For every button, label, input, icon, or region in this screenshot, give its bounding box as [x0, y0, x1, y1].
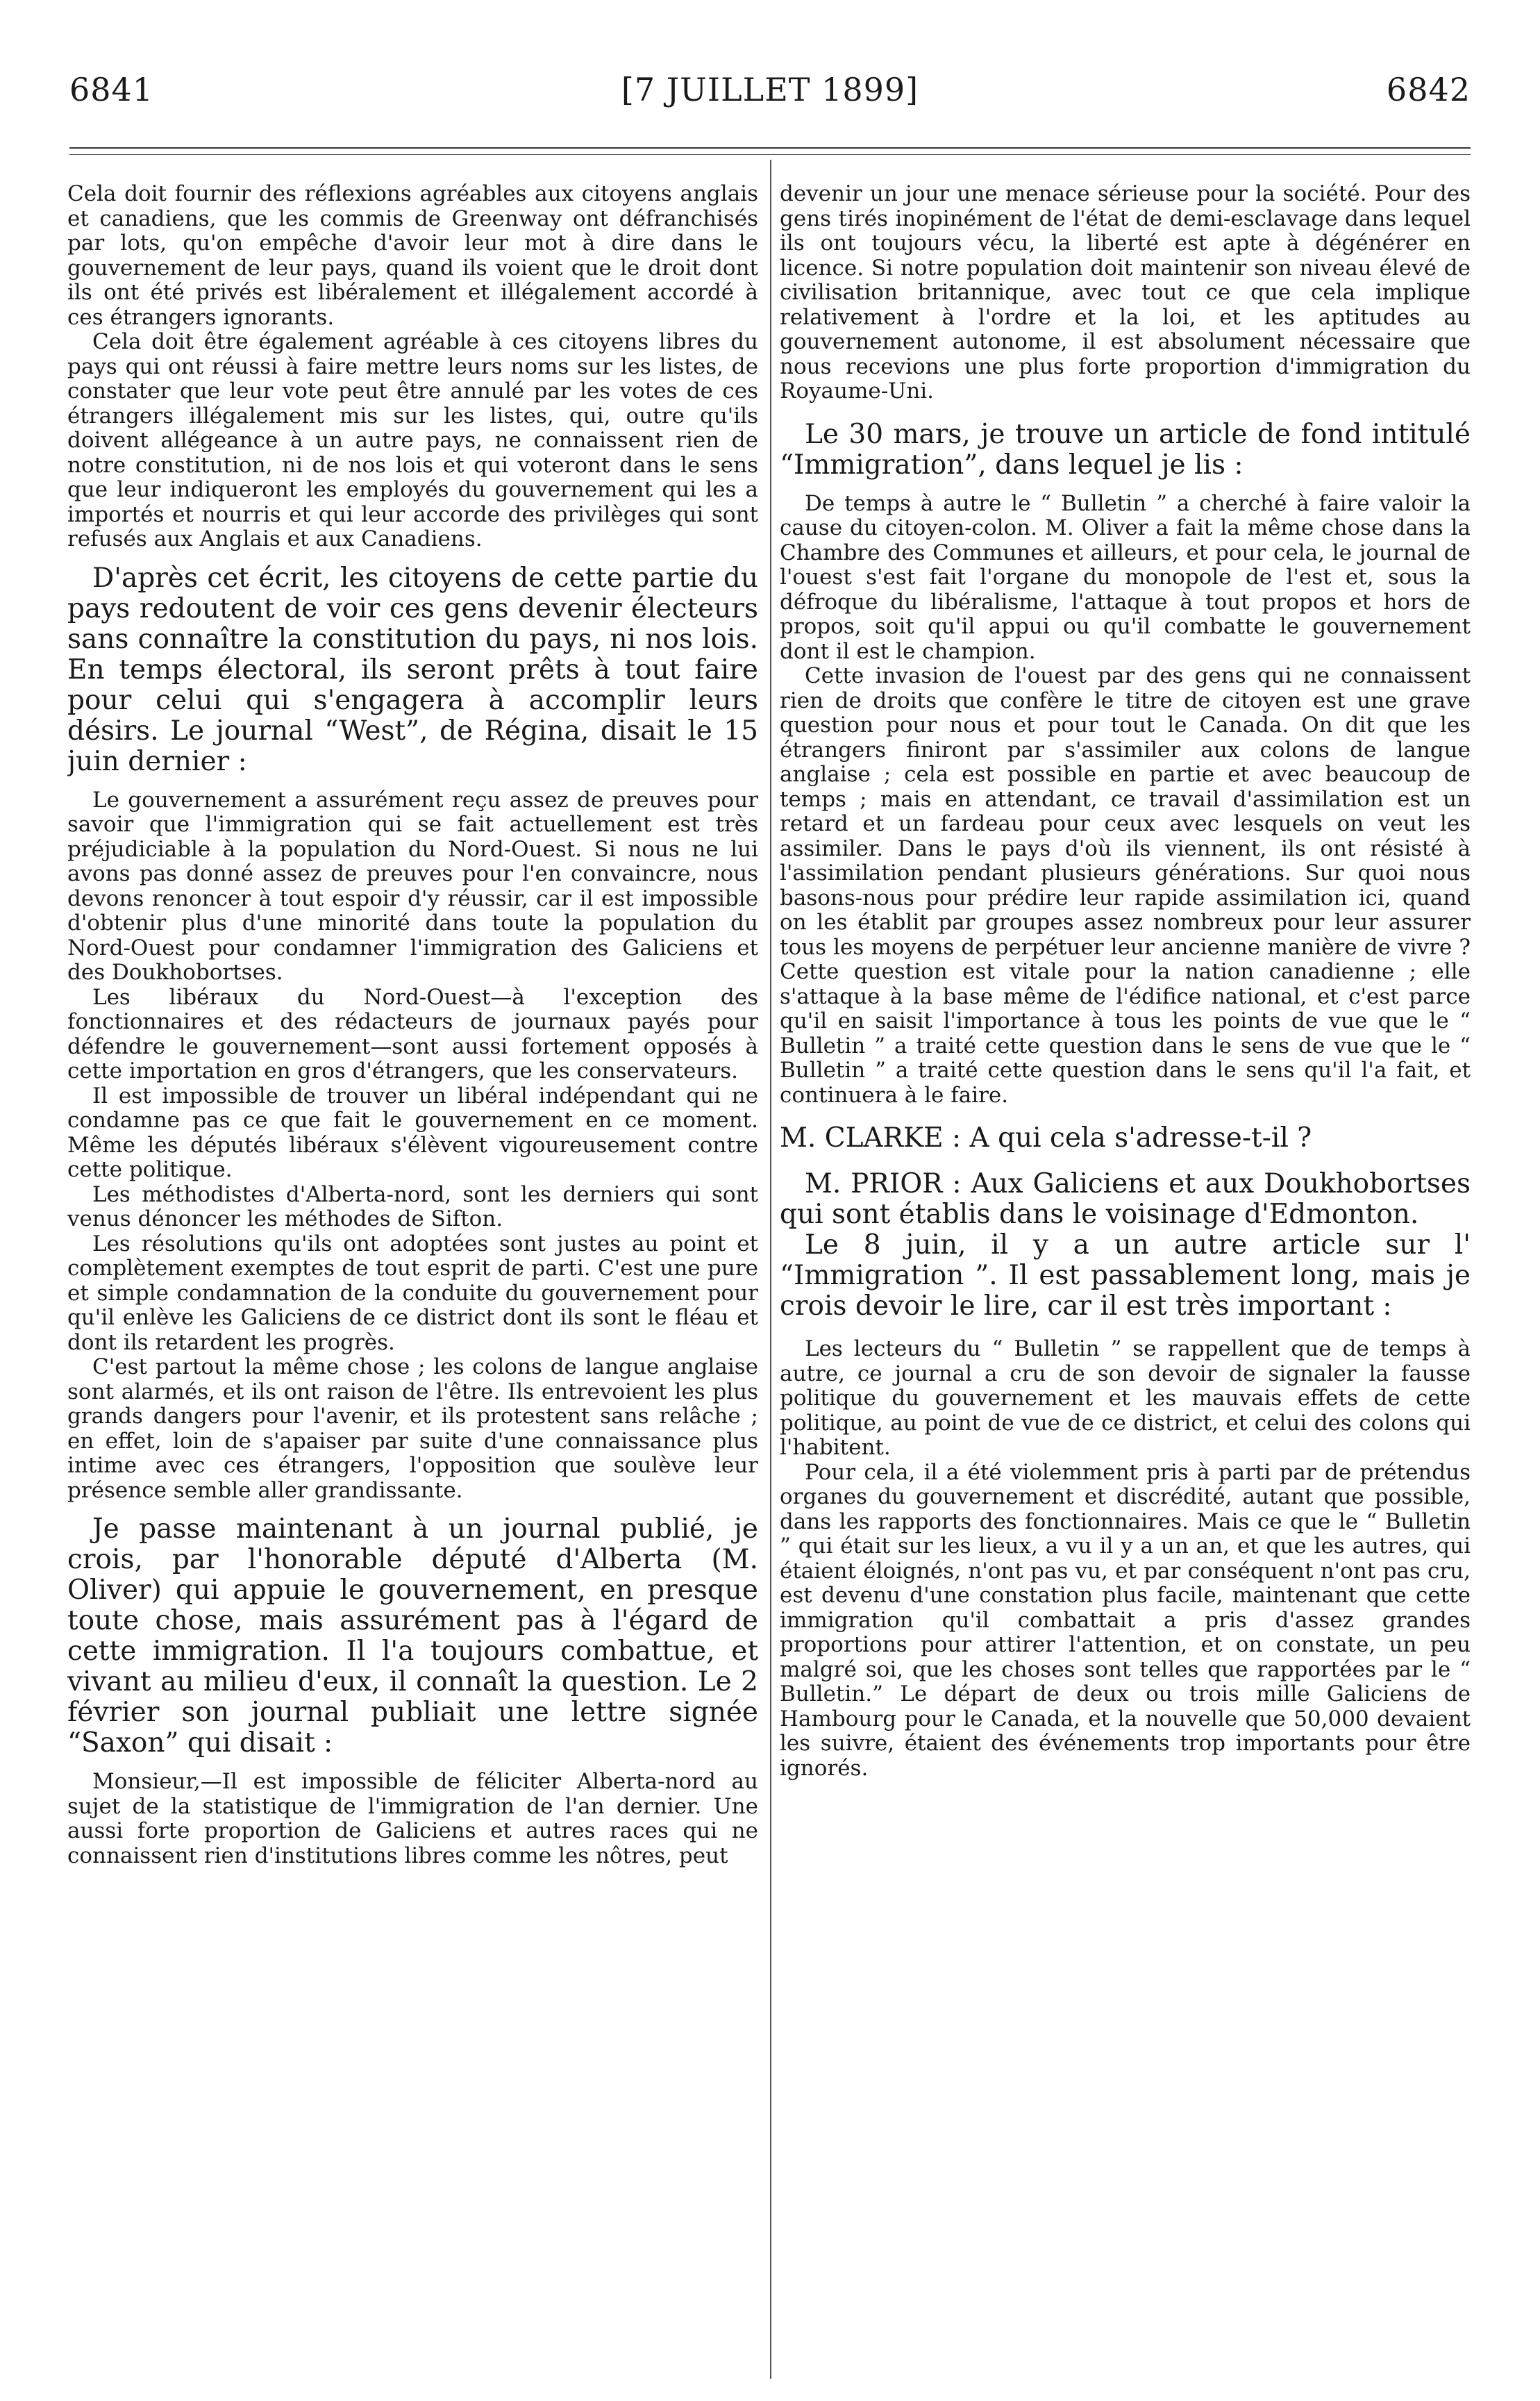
- paragraph: Cette invasion de l'ouest par des gens qui ne connaissent rien de droits que confère le titre de citoyen est une grave question pour nous et pour tout le Canada. On dit que les étrangers finiront par s'assimiler aux colons de langue anglaise ; cela est possible en partie et avec beaucoup de temps ; mais en attendant, ce travail d'assimilation est un retard et un fardeau pour ceux avec lesquels on veut les assimiler. Dans le pays d'où ils viennent, ils ont résisté à l'assimilation pendant plusieurs générations. Sur quoi nous basons-nous pour prédire leur rapide assimilation ici, quand on les établit par groupes assez nombreux pour leur assurer tous les moyens de perpétuer leur ancienne manière de vivre ? Cette question est vitale pour la nation canadienne ; elle s'attaque à la base même de l'édifice national, et c'est parce qu'il en saisit l'importance à tous les points de vue que le “ Bulletin ” a traité cette question dans le sens de vue que le “ Bulletin ” a traité cette question dans le sens qu'il l'a fait, et continuera à le faire.: [780, 663, 1471, 1108]
- paragraph: Le 30 mars, je trouve un article de fond intitulé “Immigration”, dans lequel je lis :: [780, 418, 1471, 481]
- left-column: [67, 182, 758, 2377]
- header-rule: [69, 147, 1471, 149]
- right-column: [780, 182, 1471, 2377]
- paragraph: Pour cela, il a été violemment pris à parti par de prétendus organes du gouvernement et discrédité, autant que possible, dans les rapports des fonctionnaires. Mais ce que le “ Bulletin ” qui était sur les lieux, a vu il y a un an, et que les autres, qui étaient éloignés, n'ont pas vu, et par conséquent n'ont pas cru, est devenu d'une constation plus facile, maintenant que cette immigration qu'il combattait a pris d'assez grandes proportions pour attirer l'attention, et on constate, un peu malgré soi, que les choses sont telles que rapportées par le “ Bulletin.” Le départ de deux ou trois mille Galiciens de Hambourg pour le Canada, et la nouvelle que 50,000 devaient les suivre, étaient des événements trop importants pour être ignorés.: [780, 1459, 1471, 1781]
- paragraph: Je passe maintenant à un journal publié, je crois, par l'honorable député d'Alberta (M. Oliver) qui appuie le gouvernement, en presque toute chose, mais assurément pas à l'égard de cette immigration. Il l'a toujours combattue, et vivant au milieu d'eux, il connaît la question. Le 2 février son journal publiait une lettre signée “Saxon” qui disait :: [67, 1513, 758, 1759]
- paragraph: Cela doit être également agréable à ces citoyens libres du pays qui ont réussi à faire mettre leurs noms sur les listes, de constater que leur vote peut être annulé par les votes de ces étrangers illégalement mis sur les listes, qui, outre qu'ils doivent allégeance à un autre pays, ne connaissent rien de notre constitution, ni de nos lois et qui voteront dans le sens que leur indiqueront les employés du gouvernement qui les a importés et nourris et qui leur accorde des privilèges qui sont refusés aux Anglais et aux Canadiens.: [67, 329, 758, 551]
- paragraph: M. CLARKE : A qui cela s'adresse-t-il ?: [780, 1122, 1312, 1154]
- paragraph: De temps à autre le “ Bulletin ” a cherché à faire valoir la cause du citoyen-colon. M. Oliver a fait la même chose dans la Chambre des Communes et ailleurs, et pour cela, le journal de l'ouest s'est fait l'organe du monopole de l'est et, sous la défroque du libéralisme, l'attaque à tout propos et hors de propos, soit qu'il appui ou qu'il combatte le gouvernement dont il est le champion.: [780, 490, 1471, 664]
- page-header: [69, 64, 1471, 119]
- paragraph: Il est impossible de trouver un libéral indépendant qui ne condamne pas ce que fait le gouvernement en ce moment. Même les députés libéraux s'élèvent vigoureusement contre cette politique.: [67, 1083, 758, 1182]
- column-divider: [770, 160, 771, 2379]
- paragraph: Les libéraux du Nord-Ouest—à l'exception des fonctionnaires et des rédacteurs de journaux payés pour défendre le gouvernement—sont aussi fortement opposés à cette importation en gros d'étrangers, que les conservateurs.: [67, 984, 758, 1083]
- page-number-left: 6841: [69, 71, 154, 108]
- paragraph: Le gouvernement a assurément reçu assez de preuves pour savoir que l'immigration qui se fait actuellement est très préjudiciable à la population du Nord-Ouest. Si nous ne lui avons pas donné assez de preuves pour l'en convaincre, nous devons renoncer à tout espoir d'y réussir, car il est impossible d'obtenir plus d'une minorité dans toute la population du Nord-Ouest pour condamner l'immigration des Galiciens et des Doukhobortses.: [67, 787, 758, 985]
- paragraph: Les lecteurs du “ Bulletin ” se rappellent que de temps à autre, ce journal a cru de son devoir de signaler la fausse politique du gouvernement et les mauvais effets de cette politique, au point de vue de ce district, et celui des colons qui l'habitent.: [780, 1336, 1471, 1460]
- header-date: [7 JUILLET 1899]: [621, 71, 919, 108]
- paragraph: D'après cet écrit, les citoyens de cette partie du pays redoutent de voir ces gens devenir électeurs sans connaître la constitution du pays, ni nos lois. En temps électoral, ils seront prêts à tout faire pour celui qui s'engagera à accomplir leurs désirs. Le journal “West”, de Régina, disait le 15 juin dernier :: [67, 562, 758, 777]
- paragraph: Monsieur,—Il est impossible de féliciter Alberta-nord au sujet de la statistique de l'immigration de l'an dernier. Une aussi forte proportion de Galiciens et autres races qui ne connaissent rien d'institutions libres comme les nôtres, peut: [67, 1769, 758, 1868]
- page-number-right: 6842: [1386, 71, 1471, 108]
- paragraph: Le 8 juin, il y a un autre article sur l' “Immigration ”. Il est passablement long, mais je crois devoir le lire, car il est très important :: [780, 1229, 1471, 1322]
- paragraph: Les méthodistes d'Alberta-nord, sont les derniers qui sont venus dénoncer les méthodes de Sifton.: [67, 1181, 758, 1231]
- paragraph: Cela doit fournir des réflexions agréables aux citoyens anglais et canadiens, que les commis de Greenway ont défranchisés par lots, qu'on empêche d'avoir leur mot à dire dans le gouvernement de leur pays, quand ils voient que le droit dont ils ont été privés est libéralement et illégalement accordé à ces étrangers ignorants.: [67, 182, 758, 330]
- paragraph: C'est partout la même chose ; les colons de langue anglaise sont alarmés, et ils ont raison de l'être. Ils entrevoient les plus grands dangers pour l'avenir, et ils protestent sans relâche ; en effet, loin de s'apaiser par suite d'une connaissance plus intime avec ces étrangers, l'opposition que soulève leur présence semble aller grandissante.: [67, 1354, 758, 1503]
- paragraph: M. PRIOR : Aux Galiciens et aux Doukhobortses qui sont établis dans le voisinage d'Edmonton.: [780, 1168, 1471, 1230]
- header-rule-thin: [69, 154, 1471, 155]
- paragraph: devenir un jour une menace sérieuse pour la société. Pour des gens tirés inopinément de l'état de demi-esclavage dans lequel ils ont toujours vécu, la liberté est apte à dégénérer en licence. Si notre population doit maintenir son niveau élevé de civilisation britannique, avec tout ce que cela implique relativement à l'ordre et la loi, et les aptitudes au gouvernement autonome, il est absolument nécessaire que nous recevions une plus forte proportion d'immigration du Royaume-Uni.: [780, 182, 1471, 404]
- paragraph: Les résolutions qu'ils ont adoptées sont justes au point et complètement exemptes de tout esprit de parti. C'est une pure et simple condamnation de la conduite du gouvernement pour qu'il enlève les Galiciens de ce district dont ils sont le fléau et dont ils retardent les progrès.: [67, 1231, 758, 1355]
